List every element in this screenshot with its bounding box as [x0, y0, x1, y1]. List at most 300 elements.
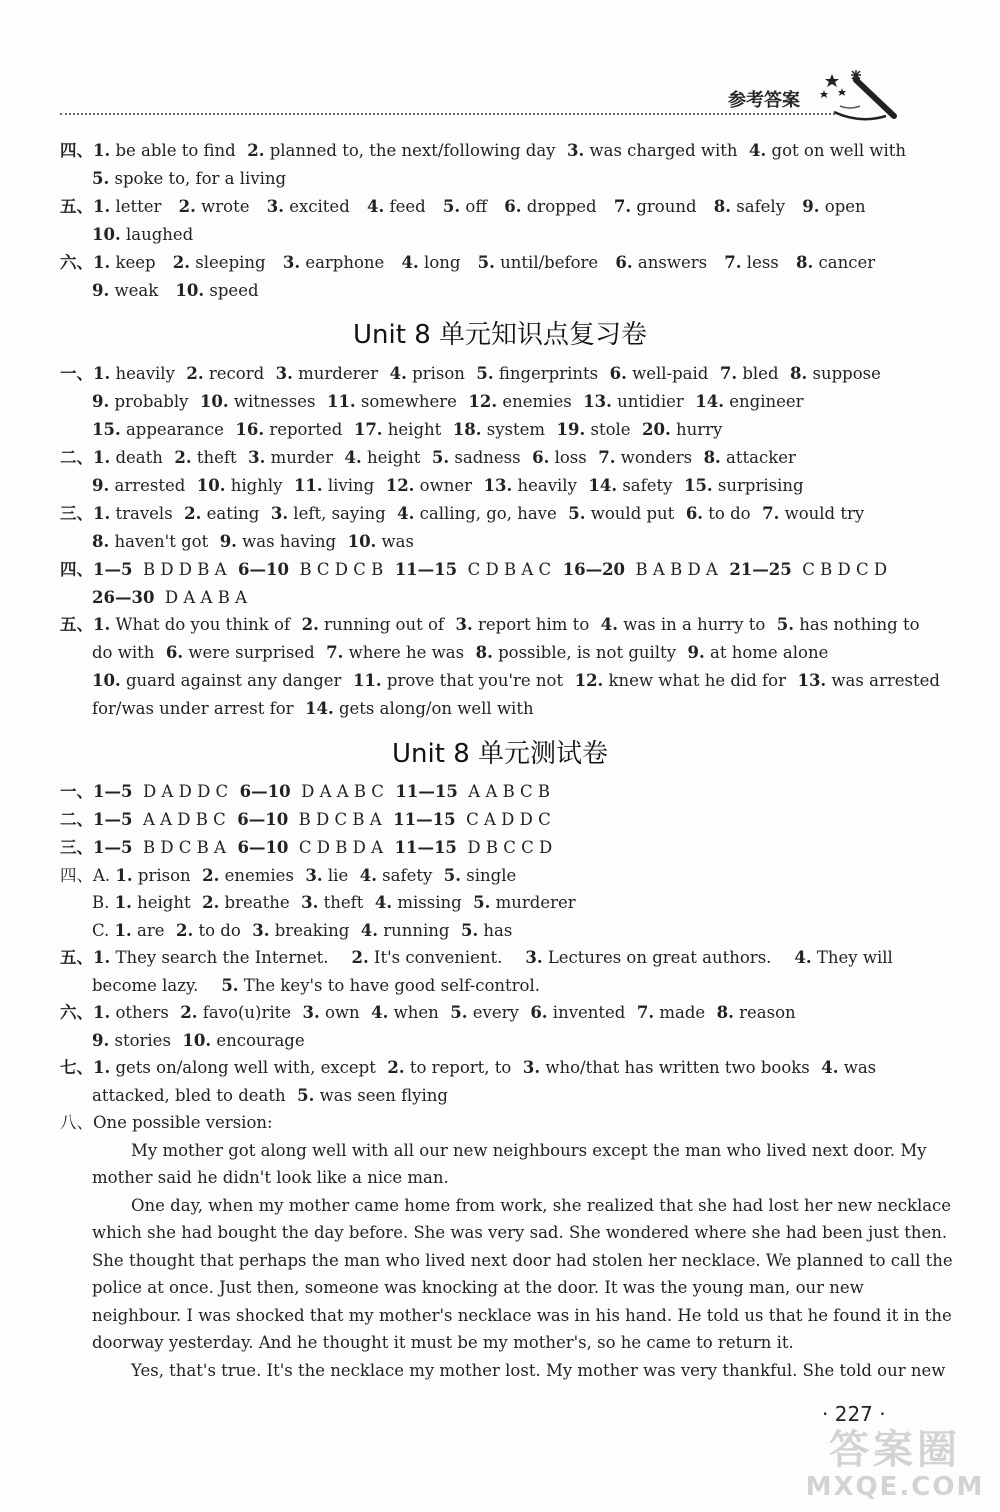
- answer-text: wrote: [195, 197, 250, 216]
- item-marker: 7.: [707, 253, 742, 272]
- item-marker: 二、1.: [60, 448, 111, 467]
- answer-text: safety: [376, 866, 433, 885]
- item-marker: 10.: [92, 671, 121, 690]
- header-title: 参考答案: [728, 90, 800, 111]
- answer-line: [92, 1247, 953, 1275]
- item-marker: 2.: [168, 1003, 198, 1022]
- answer-line: [131, 1192, 951, 1220]
- item-marker: 11—15: [381, 810, 456, 829]
- answer-text: safely: [731, 197, 786, 216]
- answer-line: [92, 221, 193, 249]
- item-marker: 4.: [332, 448, 362, 467]
- answer-text: single: [461, 866, 517, 885]
- item-marker: 六、1.: [60, 1003, 111, 1022]
- item-marker: 11—15: [383, 560, 458, 579]
- item-marker: 5.: [464, 364, 494, 383]
- item-marker: 10.: [158, 281, 205, 300]
- item-marker: 3.: [240, 921, 270, 940]
- answer-text: B D C B A: [288, 810, 382, 829]
- item-marker: 6.: [598, 253, 633, 272]
- item-marker: 14.: [683, 392, 724, 411]
- item-marker: 15.: [92, 420, 121, 439]
- answer-text: record: [203, 364, 265, 383]
- answer-text: laughed: [120, 225, 194, 244]
- item-marker: 7.: [314, 643, 344, 662]
- answer-text: travels: [110, 504, 173, 523]
- answer-text: heavily: [512, 476, 577, 495]
- item-marker: 11.: [341, 671, 382, 690]
- answer-text: where he was: [343, 643, 465, 662]
- item-marker: 6—10: [226, 560, 289, 579]
- answer-text: stories: [109, 1031, 171, 1050]
- item-marker: 五、1.: [60, 948, 111, 967]
- answer-text: C D B A C: [457, 560, 552, 579]
- item-marker: 13.: [571, 392, 612, 411]
- answer-text: speed: [204, 281, 259, 300]
- item-marker: 6.: [520, 448, 550, 467]
- answer-text: They will: [811, 948, 893, 967]
- answer-line: [60, 444, 796, 472]
- answer-text: murderer: [292, 364, 379, 383]
- answer-line: [92, 889, 576, 917]
- item-marker: 4.: [385, 504, 415, 523]
- watermark-logo: [800, 1418, 990, 1508]
- answer-text: has nothing to: [794, 615, 920, 634]
- answer-text: hurry: [670, 420, 723, 439]
- page-number: · 227 ·: [822, 1402, 886, 1426]
- answer-text: A A B C B: [457, 782, 550, 801]
- item-marker: 3.: [511, 1058, 541, 1077]
- answer-line: [60, 862, 516, 890]
- answer-text: prison: [406, 364, 465, 383]
- answer-text: sadness: [449, 448, 521, 467]
- answer-text: doorway yesterday. And he thought it must be my mother's, so he came to return it.: [92, 1333, 794, 1352]
- answer-line: [92, 695, 534, 723]
- answer-text: death: [110, 448, 163, 467]
- answer-text: excited: [283, 197, 350, 216]
- answer-text: B A B D A: [625, 560, 718, 579]
- answer-text: police at once. Just then, someone was knocking at the door. It was the young man, our new: [92, 1278, 864, 1297]
- answer-text: reason: [733, 1003, 796, 1022]
- item-marker: 12.: [456, 392, 498, 411]
- item-marker: 2.: [172, 504, 202, 523]
- item-marker: 3.: [555, 141, 585, 160]
- answer-line: [131, 1137, 927, 1165]
- answer-text: less: [741, 253, 779, 272]
- answer-text: dropped: [521, 197, 597, 216]
- answer-text: system: [481, 420, 546, 439]
- item-marker: 7.: [596, 197, 632, 216]
- answer-text: suppose: [807, 364, 881, 383]
- item-marker: 3.: [249, 197, 284, 216]
- item-marker: 2.: [328, 948, 369, 967]
- answer-text: breaking: [269, 921, 350, 940]
- answer-text: others: [110, 1003, 169, 1022]
- answer-text: encourage: [211, 1031, 305, 1050]
- answer-line: [60, 556, 887, 584]
- answer-text: My mother got along well with all our new neighbours except the man who lived next door. My: [131, 1141, 927, 1160]
- answer-text: highly: [225, 476, 283, 495]
- item-marker: 6.: [598, 364, 627, 383]
- answer-text: are: [131, 921, 165, 940]
- answer-text: was charged with: [584, 141, 738, 160]
- answer-text: gets on/along well with, except: [110, 1058, 376, 1077]
- answer-text: sleeping: [190, 253, 266, 272]
- item-marker: 一、1.: [60, 364, 111, 383]
- answer-text: missing: [392, 893, 462, 912]
- item-marker: 5.: [92, 169, 110, 188]
- answer-text: breathe: [219, 893, 290, 912]
- answer-line: [60, 834, 552, 862]
- item-marker: 12.: [563, 671, 604, 690]
- answer-text: ground: [631, 197, 697, 216]
- answer-text: was seen flying: [314, 1086, 448, 1105]
- answer-line: [92, 1082, 448, 1110]
- item-marker: 19.: [545, 420, 586, 439]
- item-marker: 5.: [285, 1086, 315, 1105]
- answer-text: witnesses: [228, 392, 316, 411]
- item-marker: 8.: [92, 532, 110, 551]
- answer-text: haven't got: [109, 532, 209, 551]
- watermark-bottom-text: MXQE.COM: [805, 1472, 985, 1502]
- answer-text: lie: [322, 866, 349, 885]
- answer-text: C A D D C: [455, 810, 551, 829]
- answer-text: B C D C B: [289, 560, 384, 579]
- answer-text: until/before: [494, 253, 599, 272]
- item-marker: 4.: [359, 1003, 389, 1022]
- item-marker: 五、1.: [60, 615, 111, 634]
- item-marker: 13.: [785, 671, 827, 690]
- answer-text: enemies: [219, 866, 294, 885]
- answer-text: possible, is not guilty: [492, 643, 677, 662]
- header-dotted-rule: [60, 113, 835, 115]
- answer-text: would put: [585, 504, 675, 523]
- item-marker: 6—10: [225, 810, 289, 829]
- answer-text: gets along/on well with: [333, 699, 534, 718]
- answer-text: height: [361, 448, 421, 467]
- answer-text: to report, to: [404, 1058, 512, 1077]
- section-title-test: Unit 8 单元测试卷: [392, 739, 608, 769]
- item-marker: 1.: [114, 893, 132, 912]
- answer-text: untidier: [611, 392, 684, 411]
- answer-line: [60, 137, 906, 165]
- answer-text: C D B D A: [288, 838, 383, 857]
- answer-text: running: [377, 921, 450, 940]
- answer-line: [92, 165, 286, 193]
- item-marker: 10.: [336, 532, 377, 551]
- item-marker: 三、1—5: [60, 838, 133, 857]
- answer-line: [60, 1054, 876, 1082]
- item-marker: 18.: [441, 420, 482, 439]
- item-marker: 7.: [708, 364, 738, 383]
- answer-line: [60, 611, 920, 639]
- answer-text: was: [376, 532, 414, 551]
- answer-text: B D C B A: [132, 838, 226, 857]
- answer-text: arrested: [109, 476, 186, 495]
- item-marker: 3.: [289, 893, 319, 912]
- item-marker: 3.: [293, 866, 323, 885]
- item-marker: 10.: [92, 225, 121, 244]
- answer-text: enemies: [497, 392, 572, 411]
- answer-text: earphone: [300, 253, 385, 272]
- answer-text: was in a hurry to: [617, 615, 766, 634]
- answer-text: attacked, bled to death: [92, 1086, 286, 1105]
- answer-line: [92, 1274, 864, 1302]
- answer-text: owner: [414, 476, 473, 495]
- answer-text: attacker: [720, 448, 796, 467]
- answer-text: well-paid: [626, 364, 709, 383]
- answer-line: [92, 1219, 947, 1247]
- answer-line: [92, 972, 540, 1000]
- item-marker: 12.: [374, 476, 415, 495]
- answer-text: She thought that perhaps the man who lived next door had stolen her necklace. We planned to call the: [92, 1251, 953, 1270]
- item-marker: 四、1.: [60, 141, 111, 160]
- answer-text: B.: [92, 893, 115, 912]
- item-marker: 2.: [290, 615, 319, 634]
- answer-text: cancer: [813, 253, 876, 272]
- answer-text: D A D D C: [132, 782, 229, 801]
- item-marker: 5.: [449, 921, 479, 940]
- answer-text: favo(u)rite: [197, 1003, 292, 1022]
- item-marker: 15.: [672, 476, 713, 495]
- answer-text: wonders: [615, 448, 693, 467]
- answer-text: It's convenient.: [368, 948, 503, 967]
- item-marker: 5.: [420, 448, 450, 467]
- item-marker: 4.: [737, 141, 767, 160]
- item-marker: 11—15: [383, 838, 457, 857]
- answer-text: were surprised: [183, 643, 315, 662]
- answer-line: [60, 778, 550, 806]
- answer-text: height: [382, 420, 442, 439]
- item-marker: 2.: [164, 921, 194, 940]
- answer-text: was arrested: [826, 671, 940, 690]
- item-marker: 11—15: [383, 782, 458, 801]
- item-marker: 6—10: [228, 782, 291, 801]
- answer-text: 八、One possible version:: [60, 1113, 273, 1132]
- answer-line: [92, 277, 259, 305]
- item-marker: 9.: [92, 392, 110, 411]
- answer-line: [60, 500, 864, 528]
- answer-text: theft: [318, 893, 364, 912]
- answer-text: height: [131, 893, 191, 912]
- item-marker: 五、1.: [60, 197, 111, 216]
- item-marker: 13.: [472, 476, 513, 495]
- answer-text: when: [388, 1003, 439, 1022]
- answer-line: [92, 1302, 952, 1330]
- answer-text: living: [322, 476, 375, 495]
- answer-text: calling, go, have: [414, 504, 557, 523]
- answer-text: A A D B C: [132, 810, 226, 829]
- item-marker: 四、1—5: [60, 560, 133, 579]
- answer-text: fingerprints: [493, 364, 599, 383]
- answer-line: [60, 806, 551, 834]
- answer-line: [92, 472, 804, 500]
- answer-text: do with: [92, 643, 155, 662]
- answer-text: neighbour. I was shocked that my mother's necklace was in his hand. He told us that he found it in the: [92, 1306, 952, 1325]
- answer-text: long: [418, 253, 461, 272]
- item-marker: 7.: [586, 448, 616, 467]
- answer-line: [92, 639, 828, 667]
- answer-text: Lectures on great authors.: [542, 948, 772, 967]
- answer-text: would try: [779, 504, 865, 523]
- answer-text: to do: [703, 504, 751, 523]
- item-marker: 2.: [375, 1058, 405, 1077]
- answer-text: left, saying: [288, 504, 386, 523]
- item-marker: 8.: [705, 1003, 734, 1022]
- item-marker: 6.: [674, 504, 704, 523]
- answer-text: got on well with: [766, 141, 907, 160]
- item-marker: 2.: [235, 141, 265, 160]
- item-marker: 10.: [170, 1031, 212, 1050]
- answer-text: open: [819, 197, 866, 216]
- answer-text: to do: [193, 921, 241, 940]
- answer-text: at home alone: [704, 643, 829, 662]
- answer-line: [60, 249, 875, 277]
- answer-text: somewhere: [355, 392, 457, 411]
- answer-line: [60, 944, 893, 972]
- item-marker: 3.: [259, 504, 289, 523]
- item-marker: 4.: [363, 893, 393, 912]
- item-marker: 9.: [208, 532, 237, 551]
- item-marker: 3.: [502, 948, 543, 967]
- answer-text: C B D C D: [791, 560, 888, 579]
- answer-text: surprising: [712, 476, 804, 495]
- answer-line: [60, 999, 796, 1027]
- item-marker: 11.: [282, 476, 323, 495]
- answer-text: answers: [632, 253, 708, 272]
- answer-text: reported: [264, 420, 343, 439]
- item-marker: 4.: [378, 364, 407, 383]
- answer-line: [92, 584, 247, 612]
- answer-text: off: [460, 197, 488, 216]
- item-marker: 16—20: [551, 560, 626, 579]
- item-marker: 5.: [425, 197, 461, 216]
- item-marker: 4.: [349, 197, 385, 216]
- item-marker: 3.: [236, 448, 266, 467]
- item-marker: 4.: [348, 866, 377, 885]
- answer-line: [92, 1329, 794, 1357]
- item-marker: 一、1—5: [60, 782, 133, 801]
- answer-text: report him to: [472, 615, 590, 634]
- item-marker: 8.: [696, 197, 732, 216]
- item-marker: 3.: [265, 253, 301, 272]
- answer-text: probably: [109, 392, 189, 411]
- answer-line: [60, 360, 881, 388]
- item-marker: 8.: [692, 448, 721, 467]
- item-marker: 20.: [630, 420, 671, 439]
- item-marker: 8.: [778, 253, 814, 272]
- answer-text: prove that you're not: [381, 671, 564, 690]
- item-marker: 3.: [291, 1003, 320, 1022]
- item-marker: 14.: [576, 476, 618, 495]
- answer-text: engineer: [724, 392, 804, 411]
- item-marker: 9.: [92, 281, 110, 300]
- answer-line: [92, 1164, 449, 1192]
- answer-text: One day, when my mother came home from work, she realized that she had lost her new necklace: [131, 1196, 952, 1215]
- item-marker: 2.: [155, 253, 191, 272]
- item-marker: 5.: [198, 976, 239, 995]
- answer-text: has: [478, 921, 513, 940]
- answer-line: [131, 1357, 945, 1385]
- item-marker: 6.: [487, 197, 522, 216]
- answer-text: knew what he did for: [603, 671, 786, 690]
- item-marker: 2.: [190, 866, 220, 885]
- answer-text: Yes, that's true. It's the necklace my mother lost. My mother was very thankful. She told our new: [131, 1361, 946, 1380]
- answer-line: [92, 1027, 305, 1055]
- item-marker: 4.: [589, 615, 618, 634]
- item-marker: 5.: [765, 615, 794, 634]
- answer-text: guard against any danger: [120, 671, 342, 690]
- answer-text: loss: [549, 448, 587, 467]
- item-marker: 9.: [785, 197, 820, 216]
- answer-text: They search the Internet.: [110, 948, 329, 967]
- answer-text: be able to find: [110, 141, 236, 160]
- item-marker: 6—10: [225, 838, 289, 857]
- answer-text: made: [654, 1003, 706, 1022]
- item-marker: 5.: [460, 253, 495, 272]
- answer-text: C.: [92, 921, 115, 940]
- item-marker: 3.: [264, 364, 293, 383]
- answer-text: D B C C D: [456, 838, 553, 857]
- answer-text: heavily: [110, 364, 175, 383]
- answer-text: planned to, the next/following day: [264, 141, 556, 160]
- item-marker: 10.: [185, 476, 226, 495]
- item-marker: 8.: [778, 364, 808, 383]
- item-marker: 4.: [809, 1058, 839, 1077]
- item-marker: 5.: [438, 1003, 468, 1022]
- answer-text: prison: [132, 866, 191, 885]
- answer-text: B D D B A: [132, 560, 227, 579]
- item-marker: 9.: [92, 1031, 110, 1050]
- item-marker: 7.: [750, 504, 780, 523]
- item-marker: 4.: [771, 948, 812, 967]
- answer-line: [92, 667, 940, 695]
- item-marker: 16.: [223, 420, 265, 439]
- answer-text: stole: [585, 420, 631, 439]
- answer-text: What do you think of: [110, 615, 291, 634]
- answer-text: letter: [110, 197, 162, 216]
- answer-text: was: [838, 1058, 877, 1077]
- item-marker: 5.: [556, 504, 586, 523]
- answer-line: [92, 388, 804, 416]
- answer-text: 四、A.: [60, 866, 116, 885]
- answer-text: weak: [109, 281, 159, 300]
- item-marker: 2.: [190, 893, 220, 912]
- answer-text: murder: [265, 448, 333, 467]
- item-marker: 8.: [464, 643, 493, 662]
- answer-line: [92, 917, 512, 945]
- item-marker: 4.: [384, 253, 419, 272]
- answer-text: for/was under arrest for: [92, 699, 294, 718]
- watermark-top-text: 答案圈: [829, 1427, 961, 1473]
- item-marker: 9.: [676, 643, 705, 662]
- answer-text: murderer: [490, 893, 576, 912]
- answer-text: safety: [617, 476, 673, 495]
- item-marker: 7.: [625, 1003, 655, 1022]
- answer-text: eating: [201, 504, 260, 523]
- section-title-review: Unit 8 单元知识点复习卷: [353, 320, 647, 350]
- answer-text: own: [319, 1003, 360, 1022]
- answer-text: become lazy.: [92, 976, 199, 995]
- item-marker: 六、1.: [60, 253, 111, 272]
- answer-text: spoke to, for a living: [109, 169, 287, 188]
- item-marker: 1.: [114, 921, 132, 940]
- item-marker: 4.: [349, 921, 378, 940]
- answer-text: The key's to have good self-control.: [238, 976, 540, 995]
- answer-text: mother said he didn't look like a nice man.: [92, 1168, 449, 1187]
- answer-text: every: [467, 1003, 519, 1022]
- answer-text: running out of: [318, 615, 445, 634]
